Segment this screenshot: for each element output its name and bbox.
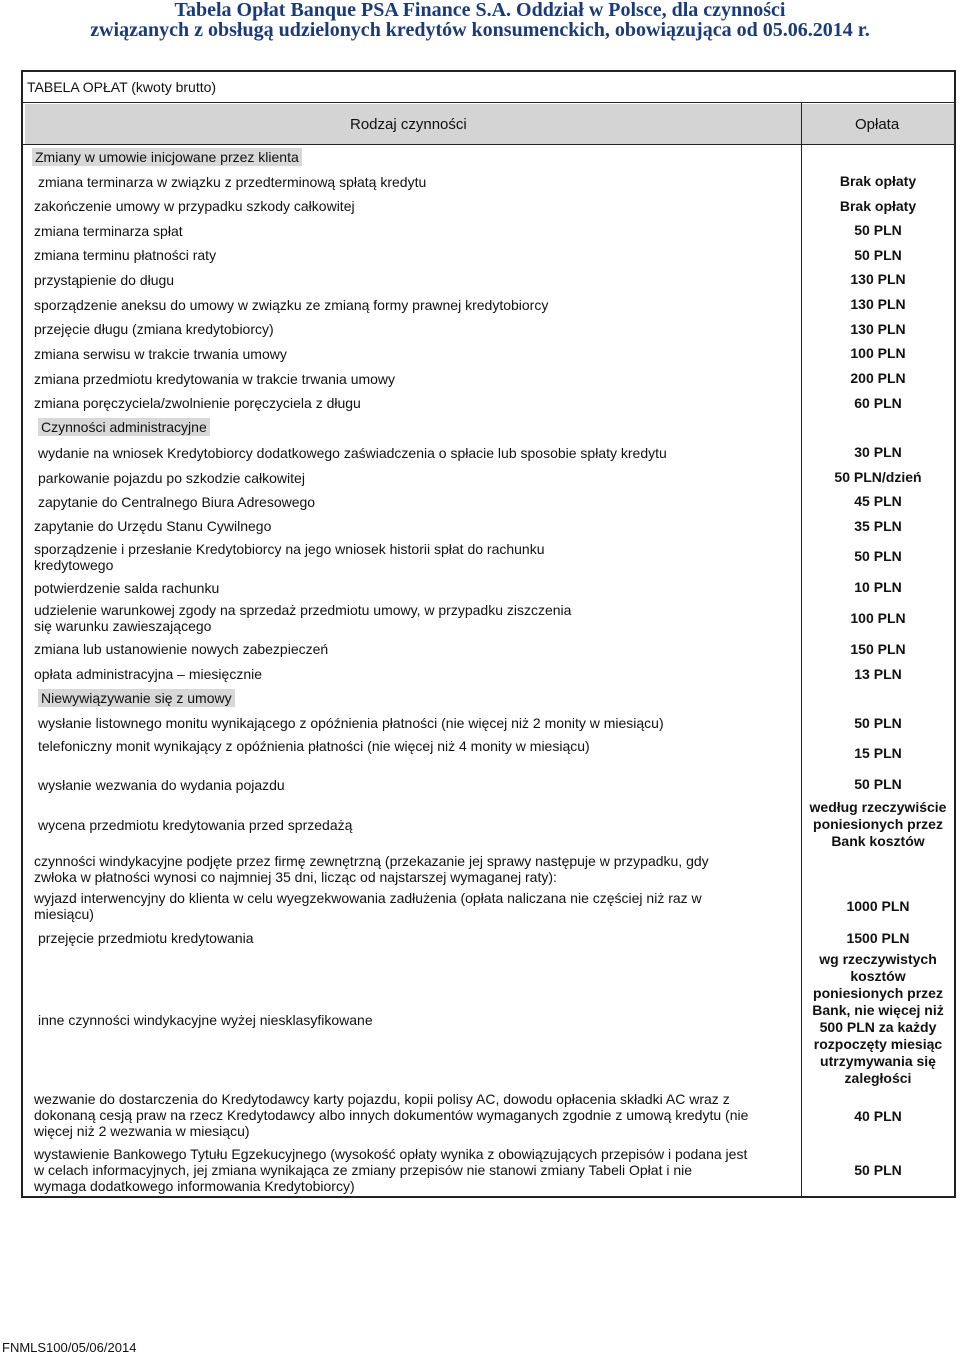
row-fee: wg rzeczywistych kosztów poniesionych przez Bank, nie więcej niż 500 PLN za każdy rozpoczęty miesiąc utrzymywania się zaległości <box>812 951 944 1086</box>
row-fee: Brak opłaty <box>839 198 917 214</box>
row-fee: 15 PLN <box>854 745 902 761</box>
row-label: zapytanie do Centralnego Biura Adresowego <box>38 494 316 510</box>
row-fee: 13 PLN <box>854 666 902 682</box>
column-header-activity-label: Rodzaj czynności <box>350 116 467 133</box>
row-fee: 1000 PLN <box>846 898 910 914</box>
row-label: przystąpienie do długu <box>34 272 175 288</box>
row-label: wydanie na wniosek Kredytobiorcy dodatkowego zaświadczenia o spłacie lub sposobie spłaty kredytu <box>38 445 667 461</box>
row-label: wysłanie wezwania do wydania pojazdu <box>38 777 285 793</box>
row-label: sporządzenie i przesłanie Kredytobiorcy na jego wniosek historii spłat do rachunku kredytowego <box>34 541 545 573</box>
row-fee: 200 PLN <box>850 370 906 386</box>
row-fee: 45 PLN <box>854 493 902 509</box>
row-fee: 50 PLN <box>854 247 902 263</box>
row-label: zmiana terminu płatności raty <box>34 247 217 263</box>
row-label: zmiana terminarza spłat <box>34 223 183 239</box>
row-fee: 100 PLN <box>850 610 906 626</box>
row-label: sporządzenie aneksu do umowy w związku ze zmianą formy prawnej kredytobiorcy <box>34 297 549 313</box>
row-fee: 130 PLN <box>850 296 906 312</box>
column-header-activity <box>25 104 801 144</box>
row-label: potwierdzenie salda rachunku <box>34 580 220 596</box>
row-label: udzielenie warunkowej zgody na sprzedaż przedmiotu umowy, w przypadku ziszczenia się warunku zawieszającego <box>34 602 572 634</box>
row-fee: 60 PLN <box>854 395 902 411</box>
row-fee: 50 PLN <box>854 1162 902 1178</box>
row-fee: 10 PLN <box>854 579 902 595</box>
section-breach: Niewywiązywanie się z umowy <box>38 689 235 707</box>
row-label: zmiana serwisu w trakcie trwania umowy <box>34 346 287 362</box>
row-label: czynności windykacyjne podjęte przez firmę zewnętrzną (przekazanie jej sprawy następuje w przypadku, gdy zwłoka w płatności wynosi co najmniej 35 dni, licząc od najstarszej wymaganej raty): <box>34 853 709 885</box>
row-fee: 50 PLN <box>854 548 902 564</box>
row-label: zmiana lub ustanowienie nowych zabezpieczeń <box>34 641 329 657</box>
row-label: przejęcie długu (zmiana kredytobiorcy) <box>34 321 274 337</box>
header-top-rule <box>23 102 954 103</box>
row-fee: 150 PLN <box>850 641 906 657</box>
row-label: parkowanie pojazdu po szkodzie całkowitej <box>38 470 305 486</box>
section-administrative: Czynności administracyjne <box>38 418 210 436</box>
row-fee: 50 PLN <box>854 776 902 792</box>
document-code: FNMLS100/05/06/2014 <box>2 1340 137 1355</box>
row-fee: według rzeczywiście poniesionych przez Bank kosztów <box>809 799 947 849</box>
row-fee: 40 PLN <box>854 1108 902 1124</box>
row-label: zmiana poręczyciela/zwolnienie poręczyciela z długu <box>34 395 361 411</box>
row-fee: 30 PLN <box>854 444 902 460</box>
section-client-changes: Zmiany w umowie inicjowane przez klienta <box>32 148 302 166</box>
row-label: wyjazd interwencyjny do klienta w celu wyegzekwowania zadłużenia (opłata naliczana nie częściej niż raz w miesiącu) <box>34 890 702 922</box>
row-label: wystawienie Bankowego Tytułu Egzekucyjnego (wysokość opłaty wynika z obowiązujących przepisów i podana jest w celach informacyjnych, jej zmiana wynikająca ze zmiany przepisów nie stanowi zmiany Tabeli Opłat i nie wymaga dodatkowego informowania Kredytobiorcy) <box>34 1146 748 1194</box>
row-label: zakończenie umowy w przypadku szkody całkowitej <box>34 198 355 214</box>
row-fee: Brak opłaty <box>839 173 917 189</box>
row-label: opłata administracyjna – miesięcznie <box>34 666 262 682</box>
row-label: zmiana terminarza w związku z przedterminową spłatą kredytu <box>38 174 427 190</box>
row-fee: 50 PLN <box>854 222 902 238</box>
title-line-2: związanych z obsługą udzielonych kredytów konsumenckich, obowiązująca od 05.06.2014 r. <box>90 19 870 41</box>
row-label: zmiana przedmiotu kredytowania w trakcie trwania umowy <box>34 371 396 387</box>
title-line-1: Tabela Opłat Banque PSA Finance S.A. Oddział w Polsce, dla czynności <box>174 0 786 21</box>
row-label: inne czynności windykacyjne wyżej niesklasyfikowane <box>38 1012 373 1028</box>
row-fee: 35 PLN <box>854 518 902 534</box>
row-label: wycena przedmiotu kredytowania przed sprzedażą <box>38 817 353 833</box>
row-label: zapytanie do Urzędu Stanu Cywilnego <box>34 518 272 534</box>
row-fee: 130 PLN <box>850 271 906 287</box>
row-fee: 100 PLN <box>850 345 906 361</box>
column-header-fee-label: Opłata <box>855 116 900 133</box>
row-fee: 50 PLN/dzień <box>834 469 922 485</box>
column-header-fee <box>802 104 954 144</box>
table-caption: TABELA OPŁAT (kwoty brutto) <box>27 79 217 95</box>
row-fee: 130 PLN <box>850 321 906 337</box>
row-label: telefoniczny monit wynikający z opóźnienia płatności (nie więcej niż 4 monity w miesiącu) <box>38 738 590 754</box>
row-label: przejęcie przedmiotu kredytowania <box>38 930 254 946</box>
row-label: wezwanie do dostarczenia do Kredytodawcy karty pojazdu, kopii polisy AC, dowodu opłacenia składki AC wraz z dokonaną cesją praw na rzecz Kredytodawcy albo innych dokumentów wymaganych zgodnie z umową kredytu (nie więcej niż 2 wezwania w miesiącu) <box>34 1091 749 1139</box>
row-fee: 1500 PLN <box>846 930 910 946</box>
row-label: wysłanie listownego monitu wynikającego z opóźnienia płatności (nie więcej niż 2 monity w miesiącu) <box>38 715 664 731</box>
header-bottom-rule <box>23 144 954 145</box>
row-fee: 50 PLN <box>854 715 902 731</box>
